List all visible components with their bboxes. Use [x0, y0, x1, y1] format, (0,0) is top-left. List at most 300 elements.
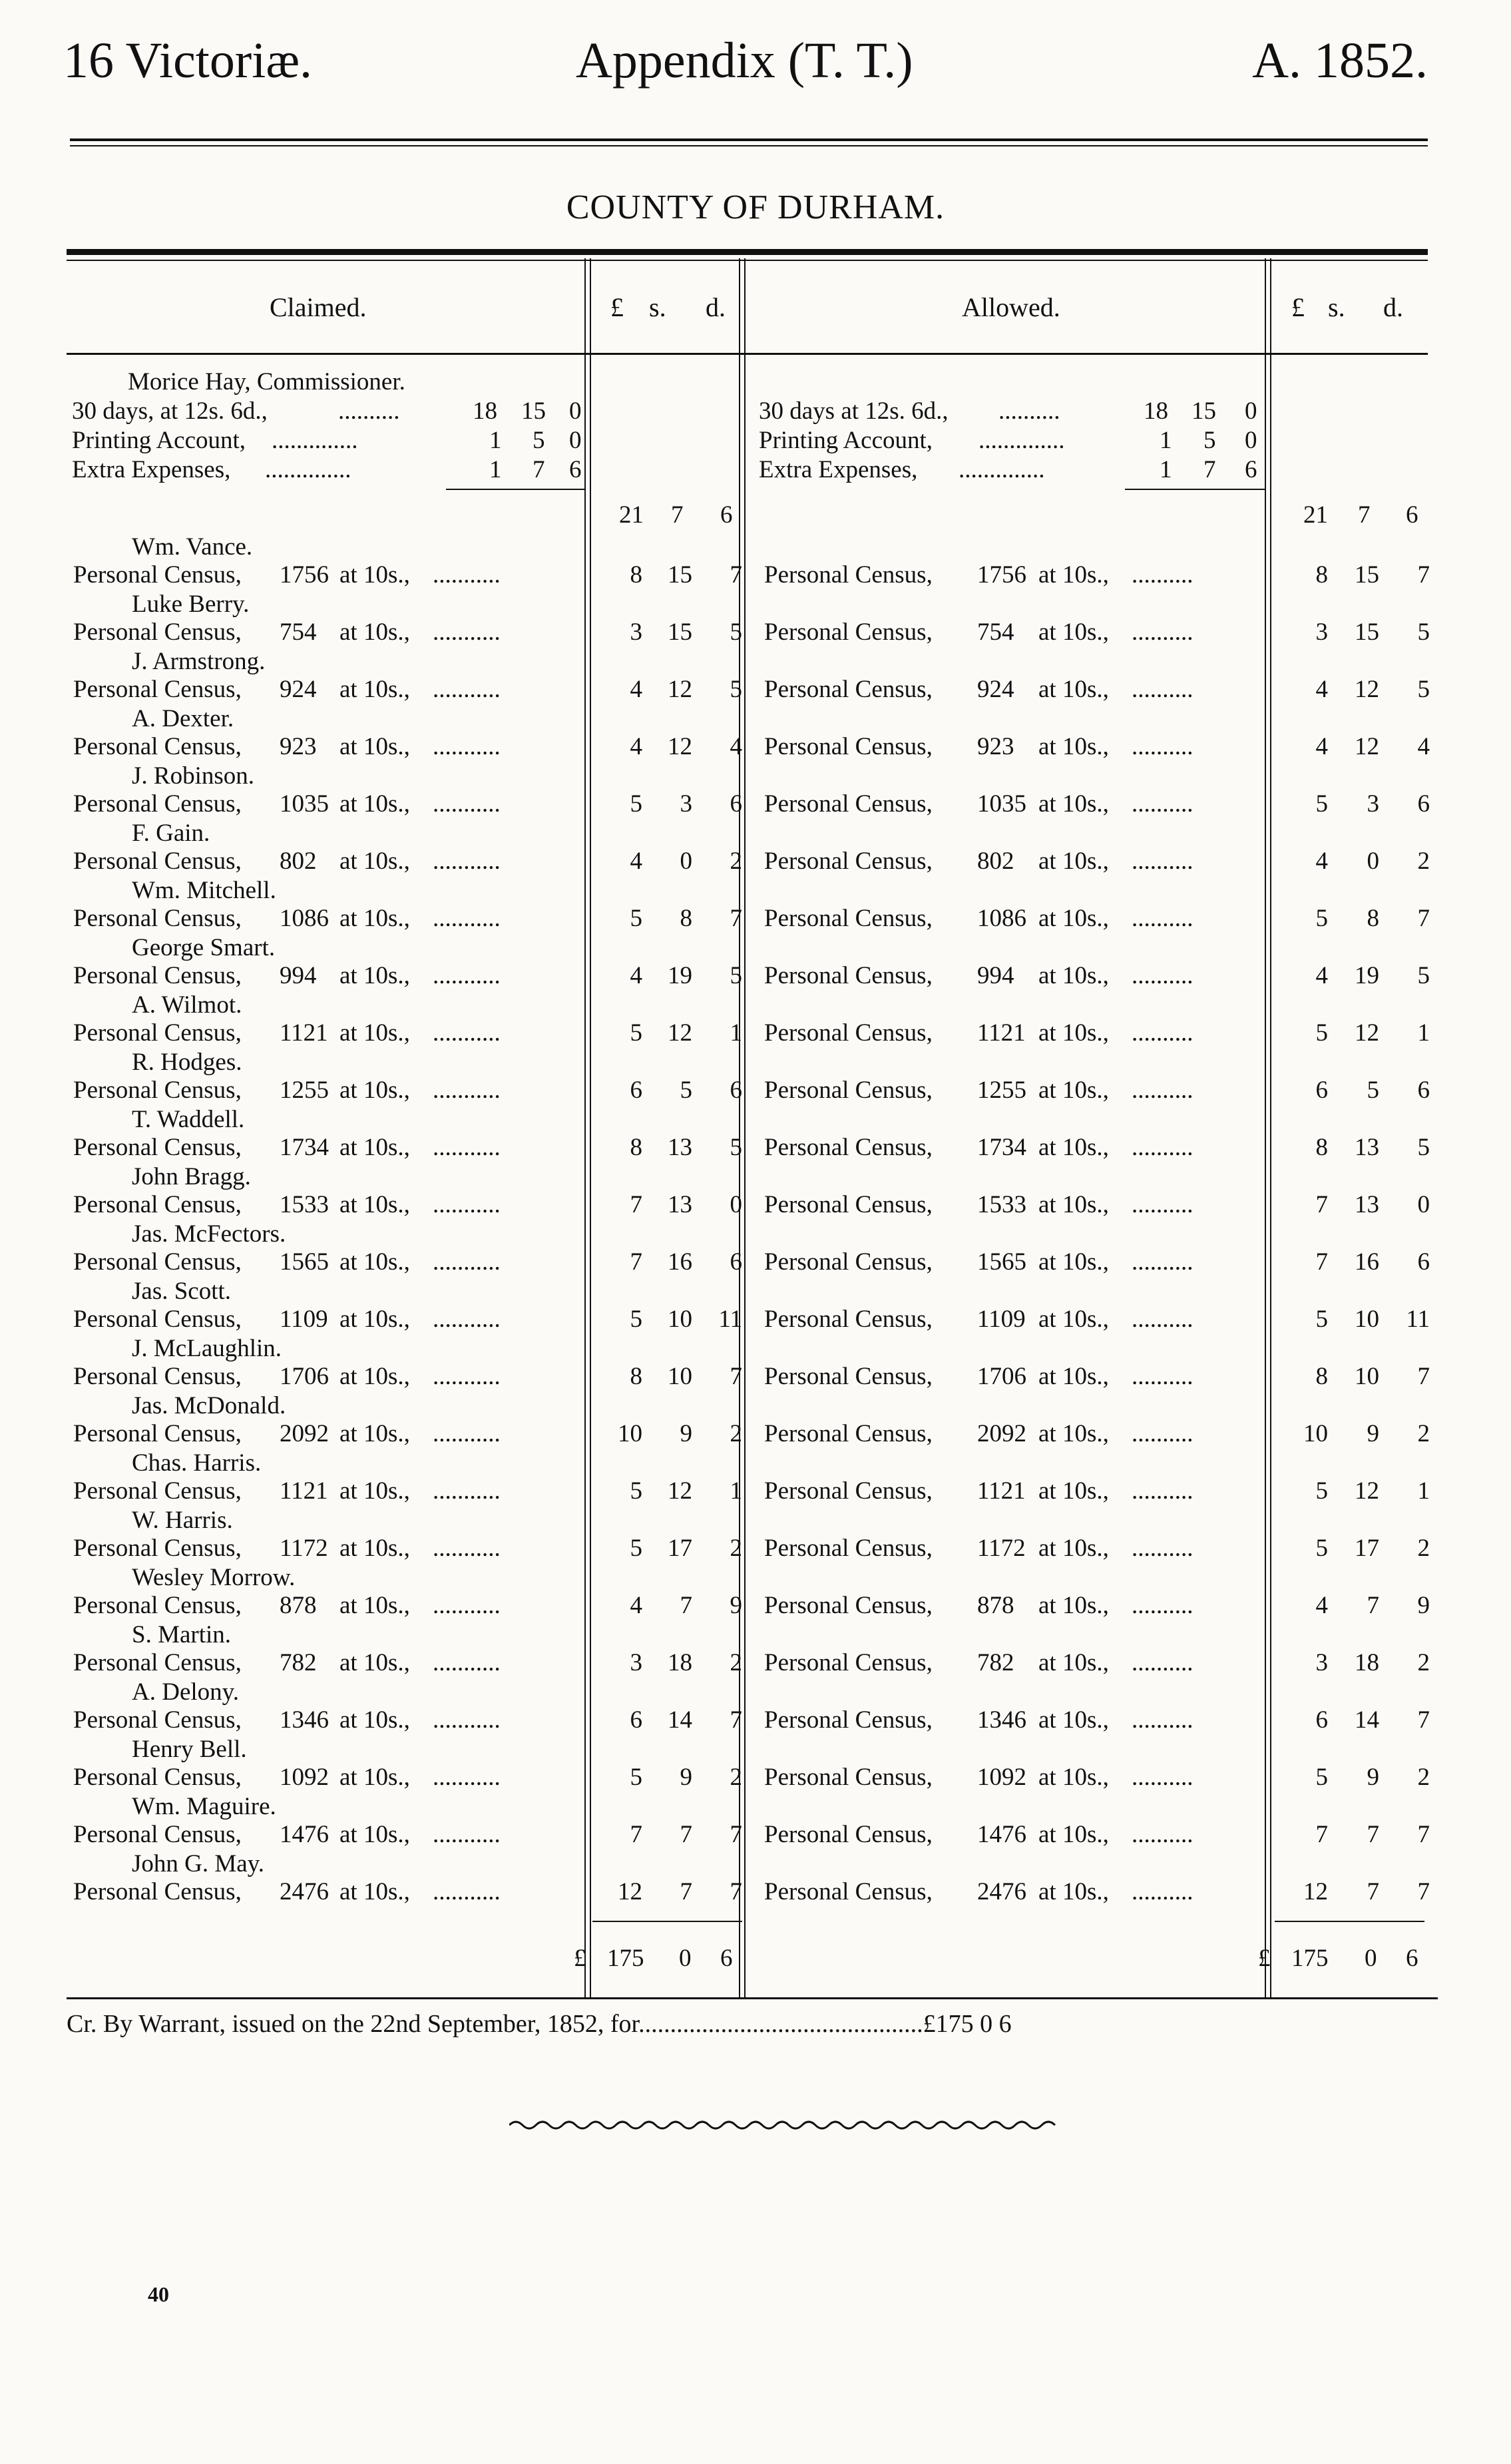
allowed-pounds: 4: [1315, 848, 1328, 875]
allowed-pence: 7: [1417, 905, 1430, 932]
leader-dots: ..........: [1132, 618, 1193, 646]
grand-total-row: [0, 1944, 1511, 1976]
claimed-count: 923: [280, 733, 317, 760]
grand-total-rule: [1275, 1921, 1424, 1922]
leader-dots: ..........: [1132, 1134, 1193, 1161]
commissioner-name: Morice Hay, Commissioner.: [128, 368, 405, 395]
allowed-count: 1533: [977, 1191, 1026, 1218]
allowed-pence: 11: [1406, 1306, 1430, 1333]
allowed-prefix: Personal Census,: [764, 1077, 933, 1104]
allowed-suffix: at 10s.,: [1038, 1878, 1109, 1905]
leader-dots: ...........: [433, 676, 501, 703]
leader-dots: ...........: [433, 1134, 501, 1161]
leader-dots: ..........: [1132, 1706, 1193, 1734]
claimed-pence: 7: [730, 1878, 742, 1905]
claimed-shillings: 17: [668, 1535, 692, 1562]
allowed-prefix: Personal Census,: [764, 561, 933, 589]
entry-name-row: [0, 704, 1511, 732]
claimed-pounds: 8: [630, 1134, 642, 1161]
claimed-shillings: 19: [668, 962, 692, 989]
leader-dots: ...........: [433, 1649, 501, 1676]
leader-dots: ...........: [433, 1363, 501, 1390]
census-row: [0, 675, 1511, 704]
allowed-pence: 5: [1417, 676, 1430, 703]
claimed-pounds: 1: [489, 456, 502, 483]
claimed-count: 1533: [280, 1191, 329, 1218]
claimed-shillings: 18: [668, 1649, 692, 1676]
census-row: [0, 1534, 1511, 1563]
leader-dots: ..............: [978, 427, 1065, 454]
allowed-shillings: 15: [1355, 618, 1379, 646]
allowed-suffix: at 10s.,: [1038, 1706, 1109, 1734]
allowed-pounds: 1: [1160, 456, 1172, 483]
allowed-shillings: 10: [1355, 1363, 1379, 1390]
claimed-shillings: 5: [680, 1077, 692, 1104]
allowed-count: 1172: [977, 1535, 1026, 1562]
claimed-pence: 2: [730, 1535, 742, 1562]
claimed-suffix: at 10s.,: [339, 1535, 410, 1562]
entry-name-row: [0, 1620, 1511, 1648]
allowed-prefix: Personal Census,: [764, 1649, 933, 1676]
enumerator-name: W. Harris.: [132, 1507, 233, 1534]
allowed-shillings: 12: [1355, 733, 1379, 760]
allowed-shillings: 7: [1367, 1878, 1379, 1905]
allowed-pence: 6: [1417, 790, 1430, 818]
claimed-count: 1086: [280, 905, 329, 932]
claimed-count: 1346: [280, 1706, 329, 1734]
claimed-pounds: 18: [473, 397, 497, 425]
allowed-pence: 0: [1417, 1191, 1430, 1218]
allowed-pence: 6: [1417, 1248, 1430, 1276]
commissioner-total-row: [0, 501, 1511, 530]
leader-dots: ...........: [433, 905, 501, 932]
allowed-grand-pounds: 175: [1291, 1945, 1329, 1972]
claimed-pence: 2: [730, 848, 742, 875]
allowed-prefix: Personal Census,: [764, 676, 933, 703]
enumerator-name: John Bragg.: [132, 1163, 251, 1190]
allowed-total-pence: 6: [1406, 501, 1418, 529]
enumerator-name: Jas. Scott.: [132, 1278, 232, 1305]
page-header: [0, 32, 1511, 105]
allowed-prefix: Personal Census,: [764, 1363, 933, 1390]
census-row: [0, 1362, 1511, 1391]
enumerator-name: F. Gain.: [132, 820, 210, 847]
claimed-pounds: 5: [630, 905, 642, 932]
claimed-pounds: 1: [489, 427, 502, 454]
claimed-count: 802: [280, 848, 317, 875]
claimed-shillings: 9: [680, 1420, 692, 1447]
enumerator-name: Henry Bell.: [132, 1736, 247, 1763]
enumerator-name: A. Wilmot.: [132, 991, 242, 1019]
claimed-shillings: 5: [533, 427, 545, 454]
claimed-prefix: Personal Census,: [73, 1420, 242, 1447]
allowed-pence: 6: [1245, 456, 1257, 483]
claimed-suffix: at 10s.,: [339, 618, 410, 646]
allowed-pence: 1: [1417, 1019, 1430, 1047]
allowed-prefix: Personal Census,: [764, 790, 933, 818]
allowed-pounds: 5: [1315, 1535, 1328, 1562]
claimed-suffix: at 10s.,: [339, 1134, 410, 1161]
allowed-count: 802: [977, 848, 1014, 875]
claimed-prefix: Personal Census,: [73, 1821, 242, 1848]
claimed-count: 924: [280, 676, 317, 703]
leader-dots: ...........: [433, 733, 501, 760]
claimed-shillings: 7: [680, 1821, 692, 1848]
leader-dots: ..............: [265, 456, 351, 483]
entry-name-row: [0, 1334, 1511, 1362]
leader-dots: ...........: [433, 1420, 501, 1447]
year-label: A. 1852.: [1252, 33, 1428, 89]
claimed-prefix: Personal Census,: [73, 618, 242, 646]
claimed-pounds: 6: [630, 1077, 642, 1104]
allowed-prefix: Personal Census,: [764, 1592, 933, 1619]
allowed-prefix: Personal Census,: [764, 1248, 933, 1276]
allowed-pounds: 3: [1315, 1649, 1328, 1676]
claimed-prefix: Personal Census,: [73, 1306, 242, 1333]
claimed-count: 1092: [280, 1764, 329, 1791]
allowed-pence: 0: [1245, 397, 1257, 425]
column-header-rule: [67, 353, 1428, 355]
allowed-count: 1086: [977, 905, 1026, 932]
enumerator-name: Luke Berry.: [132, 591, 250, 618]
claimed-pence: 6: [730, 1248, 742, 1276]
allowed-prefix: Personal Census,: [764, 1535, 933, 1562]
claimed-pence: 7: [730, 1363, 742, 1390]
decorative-wave-rule: [509, 2117, 1062, 2133]
claimed-suffix: at 10s.,: [339, 790, 410, 818]
allowed-pence: 2: [1417, 1420, 1430, 1447]
allowed-suffix: at 10s.,: [1038, 1248, 1109, 1276]
census-row: [0, 1648, 1511, 1678]
allowed-prefix: Personal Census,: [764, 1477, 933, 1505]
claimed-grand-pound-sign: £: [574, 1945, 586, 1972]
leader-dots: ..........: [1132, 962, 1193, 989]
leader-dots: ..........: [1132, 1535, 1193, 1562]
claimed-shillings: 10: [668, 1306, 692, 1333]
claimed-suffix: at 10s.,: [339, 1706, 410, 1734]
claimed-suffix: at 10s.,: [339, 733, 410, 760]
allowed-pence: 0: [1245, 427, 1257, 454]
claimed-pence-header: d.: [706, 292, 726, 322]
header-rule-top: [70, 138, 1428, 141]
claimed-pounds: 5: [630, 1535, 642, 1562]
claimed-suffix: at 10s.,: [339, 1363, 410, 1390]
leader-dots: ...........: [433, 618, 501, 646]
claimed-prefix: Personal Census,: [73, 1535, 242, 1562]
allowed-shillings: 0: [1367, 848, 1379, 875]
allowed-count: 1706: [977, 1363, 1026, 1390]
allowed-grand-pound-sign: £: [1258, 1945, 1271, 1972]
credit-text: By Warrant, issued on the 22nd September, 1852, for: [103, 2010, 639, 2038]
claimed-count: 1706: [280, 1363, 329, 1390]
census-row: [0, 1133, 1511, 1162]
allowed-pounds: 1: [1160, 427, 1172, 454]
claimed-prefix: Personal Census,: [73, 1706, 242, 1734]
allowed-pounds: 5: [1315, 1477, 1328, 1505]
allowed-pounds-header: £: [1291, 292, 1305, 322]
entry-name-row: [0, 590, 1511, 618]
claimed-pence: 1: [730, 1019, 742, 1047]
claimed-prefix: Personal Census,: [73, 1077, 242, 1104]
allowed-pounds: 6: [1315, 1077, 1328, 1104]
claimed-count: 1565: [280, 1248, 329, 1276]
allowed-shillings: 9: [1367, 1420, 1379, 1447]
allowed-pounds: 5: [1315, 790, 1328, 818]
claimed-prefix: Personal Census,: [73, 1764, 242, 1791]
allowed-prefix: Personal Census,: [764, 848, 933, 875]
claimed-pence: 5: [730, 962, 742, 989]
allowed-pounds: 3: [1315, 618, 1328, 646]
claimed-shillings: 0: [680, 848, 692, 875]
allowed-pounds: 12: [1303, 1878, 1328, 1905]
allowed-shillings: 15: [1191, 397, 1216, 425]
entry-name-row: [0, 1449, 1511, 1477]
allowed-pence: 1: [1417, 1477, 1430, 1505]
census-row: [0, 1706, 1511, 1735]
allowed-grand-shillings: 0: [1365, 1945, 1377, 1972]
claimed-shillings-header: s.: [649, 292, 666, 322]
allowed-pounds: 18: [1144, 397, 1168, 425]
allowed-shillings: 16: [1355, 1248, 1379, 1276]
entry-name-row: [0, 1391, 1511, 1419]
claimed-shillings: 12: [668, 733, 692, 760]
commissioner-item-row: [0, 397, 1511, 426]
leader-dots: ...........: [433, 848, 501, 875]
claimed-pence: 9: [730, 1592, 742, 1619]
claimed-suffix: at 10s.,: [339, 1592, 410, 1619]
allowed-pounds: 5: [1315, 1764, 1328, 1791]
claimed-shillings: 7: [533, 456, 545, 483]
census-row: [0, 790, 1511, 819]
commissioner-name-row: [0, 368, 1511, 397]
entry-name-row: [0, 1277, 1511, 1305]
claimed-prefix: Personal Census,: [73, 1592, 242, 1619]
census-row: [0, 1248, 1511, 1277]
allowed-suffix: at 10s.,: [1038, 848, 1109, 875]
enumerator-name: Wm. Maguire.: [132, 1793, 276, 1820]
claimed-pence: 0: [730, 1191, 742, 1218]
leader-dots: ..........: [1132, 1649, 1193, 1676]
census-row: [0, 618, 1511, 647]
census-row: [0, 1591, 1511, 1620]
claimed-pounds: 8: [630, 1363, 642, 1390]
claimed-shillings: 15: [521, 397, 546, 425]
allowed-pence: 7: [1417, 1821, 1430, 1848]
claimed-suffix: at 10s.,: [339, 848, 410, 875]
census-row: [0, 904, 1511, 933]
claimed-count: 1035: [280, 790, 329, 818]
claimed-prefix: Personal Census,: [73, 1019, 242, 1047]
allowed-total-pounds: 21: [1303, 501, 1328, 529]
census-row: [0, 1305, 1511, 1334]
allowed-pence: 7: [1417, 561, 1430, 589]
allowed-prefix: Personal Census,: [764, 1764, 933, 1791]
allowed-pence-header: d.: [1383, 292, 1403, 322]
claimed-shillings: 7: [680, 1878, 692, 1905]
census-row: [0, 1019, 1511, 1048]
leader-dots: ..........: [1132, 1248, 1193, 1276]
claimed-pence: 5: [730, 618, 742, 646]
claimed-suffix: at 10s.,: [339, 1878, 410, 1905]
claimed-description: Extra Expenses,: [72, 456, 231, 483]
leader-dots: .............................................: [638, 2010, 923, 2038]
claimed-pence: 2: [730, 1649, 742, 1676]
claimed-pounds: 3: [630, 618, 642, 646]
allowed-pounds: 8: [1315, 1134, 1328, 1161]
allowed-prefix: Personal Census,: [764, 1306, 933, 1333]
allowed-pounds: 10: [1303, 1420, 1328, 1447]
allowed-shillings: 12: [1355, 676, 1379, 703]
allowed-suffix: at 10s.,: [1038, 1191, 1109, 1218]
allowed-shillings: 8: [1367, 905, 1379, 932]
allowed-count: 782: [977, 1649, 1014, 1676]
leader-dots: ..........: [998, 397, 1060, 425]
claimed-suffix: at 10s.,: [339, 561, 410, 589]
claimed-suffix: at 10s.,: [339, 1420, 410, 1447]
enumerator-name: R. Hodges.: [132, 1049, 242, 1076]
allowed-count: 1255: [977, 1077, 1026, 1104]
leader-dots: ..........: [1132, 848, 1193, 875]
header-rule-bottom: [70, 145, 1428, 146]
claimed-shillings: 7: [680, 1592, 692, 1619]
claimed-pounds: 5: [630, 1764, 642, 1791]
appendix-label: Appendix (T. T.): [576, 33, 913, 89]
claimed-suffix: at 10s.,: [339, 1764, 410, 1791]
claimed-pounds: 8: [630, 561, 642, 589]
allowed-suffix: at 10s.,: [1038, 1420, 1109, 1447]
claimed-pounds: 12: [618, 1878, 642, 1905]
claimed-description: Printing Account,: [72, 427, 246, 454]
claimed-pounds: 5: [630, 1306, 642, 1333]
claimed-prefix: Personal Census,: [73, 905, 242, 932]
enumerator-name: A. Dexter.: [132, 705, 234, 732]
census-row: [0, 561, 1511, 590]
claimed-pounds: 6: [630, 1706, 642, 1734]
entry-name-row: [0, 1792, 1511, 1820]
entry-name-row: [0, 991, 1511, 1019]
allowed-pence: 9: [1417, 1592, 1430, 1619]
leader-dots: ..........: [1132, 1878, 1193, 1905]
allowed-suffix: at 10s.,: [1038, 1764, 1109, 1791]
claimed-pounds-header: £: [610, 292, 624, 322]
claimed-total-pence: 6: [720, 501, 733, 529]
leader-dots: ..............: [959, 456, 1045, 483]
allowed-pence: 2: [1417, 1649, 1430, 1676]
entry-name-row: [0, 1563, 1511, 1591]
entry-name-row: [0, 647, 1511, 675]
claimed-subtotal-rule: [446, 489, 586, 490]
claimed-count: 1109: [280, 1306, 328, 1333]
page-title: COUNTY OF DURHAM.: [566, 188, 945, 226]
allowed-total-shillings: 7: [1358, 501, 1371, 529]
leader-dots: ...........: [433, 1306, 501, 1333]
claimed-count: 754: [280, 618, 317, 646]
claimed-pence: 7: [730, 1706, 742, 1734]
claimed-shillings: 13: [668, 1134, 692, 1161]
claimed-prefix: Personal Census,: [73, 790, 242, 818]
leader-dots: ...........: [433, 561, 501, 589]
allowed-count: 994: [977, 962, 1014, 989]
claimed-count: 878: [280, 1592, 317, 1619]
claimed-prefix: Personal Census,: [73, 676, 242, 703]
claimed-suffix: at 10s.,: [339, 962, 410, 989]
allowed-pence: 4: [1417, 733, 1430, 760]
allowed-count: 1092: [977, 1764, 1026, 1791]
allowed-count: 2092: [977, 1420, 1026, 1447]
entry-name-row: [0, 1735, 1511, 1763]
claimed-shillings: 10: [668, 1363, 692, 1390]
claimed-prefix: Personal Census,: [73, 848, 242, 875]
claimed-pence: 6: [569, 456, 582, 483]
claimed-pence: 4: [730, 733, 742, 760]
leader-dots: ..........: [1132, 1764, 1193, 1791]
census-row: [0, 732, 1511, 762]
allowed-pounds: 7: [1315, 1191, 1328, 1218]
claimed-pounds: 7: [630, 1821, 642, 1848]
claimed-prefix: Personal Census,: [73, 1878, 242, 1905]
allowed-suffix: at 10s.,: [1038, 1535, 1109, 1562]
census-row: [0, 1763, 1511, 1792]
leader-dots: ...........: [433, 1592, 501, 1619]
page-mark: 40: [148, 2282, 169, 2306]
enumerator-name: J. McLaughlin.: [132, 1335, 282, 1362]
claimed-pounds: 3: [630, 1649, 642, 1676]
claimed-pounds: 5: [630, 1019, 642, 1047]
allowed-suffix: at 10s.,: [1038, 1134, 1109, 1161]
allowed-pounds: 8: [1315, 561, 1328, 589]
credit-amount: £175 0 6: [923, 2010, 1012, 2038]
allowed-pounds: 4: [1315, 962, 1328, 989]
enumerator-name: J. Armstrong.: [132, 648, 266, 675]
credit-prefix: Cr.: [67, 2010, 97, 2038]
allowed-description: Printing Account,: [759, 427, 933, 454]
entry-name-row: [0, 1105, 1511, 1133]
leader-dots: ...........: [433, 1191, 501, 1218]
claimed-suffix: at 10s.,: [339, 1248, 410, 1276]
allowed-header: Allowed.: [962, 292, 1060, 322]
claimed-suffix: at 10s.,: [339, 676, 410, 703]
leader-dots: ..........: [1132, 1363, 1193, 1390]
enumerator-name: George Smart.: [132, 934, 276, 961]
enumerator-name: Jas. McDonald.: [132, 1392, 286, 1419]
allowed-shillings: 13: [1355, 1191, 1379, 1218]
allowed-subtotal-rule: [1125, 489, 1265, 490]
allowed-count: 1121: [977, 1477, 1026, 1505]
leader-dots: ..........: [1132, 1420, 1193, 1447]
claimed-count: 782: [280, 1649, 317, 1676]
claimed-suffix: at 10s.,: [339, 1477, 410, 1505]
leader-dots: ..........: [1132, 1821, 1193, 1848]
leader-dots: ..........: [1132, 1477, 1193, 1505]
allowed-shillings: 12: [1355, 1477, 1379, 1505]
allowed-suffix: at 10s.,: [1038, 1363, 1109, 1390]
leader-dots: ...........: [433, 1077, 501, 1104]
allowed-suffix: at 10s.,: [1038, 1019, 1109, 1047]
claimed-pence: 11: [718, 1306, 742, 1333]
allowed-shillings: 3: [1367, 790, 1379, 818]
claimed-pence: 2: [730, 1420, 742, 1447]
claimed-grand-pence: 6: [720, 1945, 733, 1972]
claimed-shillings: 15: [668, 618, 692, 646]
claimed-count: 1756: [280, 561, 329, 589]
allowed-shillings: 7: [1367, 1592, 1379, 1619]
census-row: [0, 1477, 1511, 1506]
entry-name-row: [0, 1048, 1511, 1076]
claimed-pounds: 7: [630, 1248, 642, 1276]
claimed-pounds: 5: [630, 790, 642, 818]
claimed-pounds: 4: [630, 962, 642, 989]
enumerator-name: Wm. Mitchell.: [132, 877, 276, 904]
